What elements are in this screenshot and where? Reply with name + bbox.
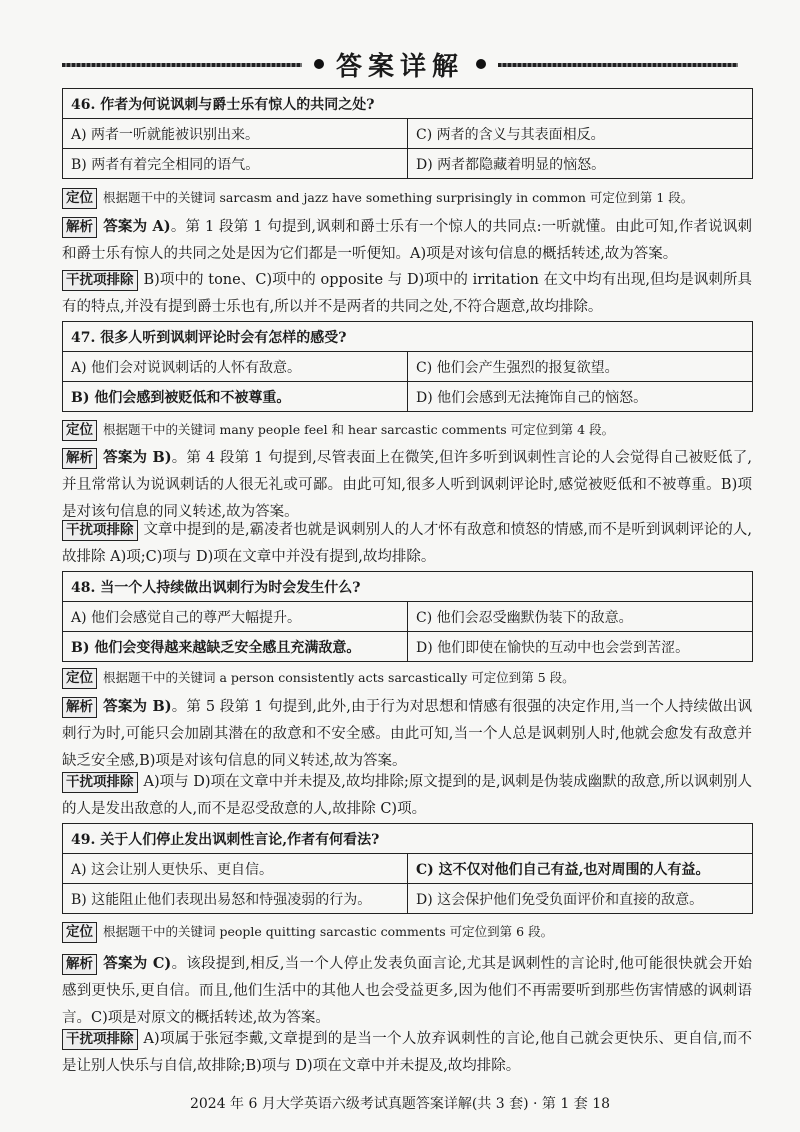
header-dot-right <box>476 59 486 69</box>
answer: 答案为 A) <box>103 218 171 235</box>
analysis-para <box>62 693 752 775</box>
option-a: A) 他们会感觉自己的尊严大幅提升。 <box>63 602 408 632</box>
distractor-tag: 干扰项排除 <box>62 1029 138 1050</box>
option-b: B) 他们会变得越来越缺乏安全感且充满敌意。 <box>63 632 408 662</box>
analysis-text: 。第 4 段第 1 句提到,尽管表面上在微笑,但许多听到讽刺性言论的人会觉得自己被贬低了,并且常常认为说讽刺话的人很无礼或可鄙。由此可知,很多人听到讽刺评论时,感觉被贬低和不被尊重。B)项是对该句信息的同义转述,故为答案。 <box>62 450 752 520</box>
option-a: A) 他们会对说讽刺话的人怀有敌意。 <box>63 352 408 382</box>
question-stem: 46. 作者为何说讽刺与爵士乐有惊人的共同之处? <box>63 89 753 119</box>
question-48-table <box>62 571 753 662</box>
locate-text: 根据题干中的关键词 a person consistently acts sarcastically 可定位到第 5 段。 <box>103 670 575 685</box>
option-d: D) 他们即使在愉快的互动中也会尝到苦涩。 <box>408 632 753 662</box>
analysis-para <box>62 213 752 268</box>
analysis-tag: 解析 <box>62 217 97 238</box>
option-d: D) 这会保护他们免受负面评价和直接的敌意。 <box>408 884 753 914</box>
header-rule-right <box>498 63 738 67</box>
locate-para <box>62 184 752 212</box>
option-c: C) 这不仅对他们自己有益,也对周围的人有益。 <box>408 854 753 884</box>
question-49-table <box>62 823 753 914</box>
distractor-tag: 干扰项排除 <box>62 520 138 541</box>
analysis-tag: 解析 <box>62 697 97 718</box>
locate-tag: 定位 <box>62 668 97 689</box>
distractor-tag: 干扰项排除 <box>62 772 138 793</box>
option-b: B) 这能阻止他们表现出易怒和恃强凌弱的行为。 <box>63 884 408 914</box>
answer: 答案为 C) <box>103 955 172 972</box>
locate-text: 根据题干中的关键词 many people feel 和 hear sarcastic comments 可定位到第 4 段。 <box>103 422 615 437</box>
question-stem: 48. 当一个人持续做出讽刺行为时会发生什么? <box>63 572 753 602</box>
locate-text: 根据题干中的关键词 people quitting sarcastic comments 可定位到第 6 段。 <box>103 924 554 939</box>
analysis-text: 。该段提到,相反,当一个人停止发表负面言论,尤其是讽刺性的言论时,他可能很快就会开始感到更快乐,更自信。而且,他们生活中的其他人也会受益更多,因为他们不再需要听到那些伤害情感的讽刺语言。C)项是对原文的概括转述,故为答案。 <box>62 956 752 1026</box>
distractor-tag: 干扰项排除 <box>62 270 138 291</box>
option-c: C) 他们会产生强烈的报复欲望。 <box>408 352 753 382</box>
page-header <box>62 44 738 84</box>
option-c: C) 他们会忍受幽默伪装下的敌意。 <box>408 602 753 632</box>
question-stem: 47. 很多人听到讽刺评论时会有怎样的感受? <box>63 322 753 352</box>
distractor-text: 文章中提到的是,霸凌者也就是讽刺别人的人才怀有敌意和愤怒的情感,而不是听到讽刺评论的人,故排除 A)项;C)项与 D)项在文章中并没有提到,故均排除。 <box>62 522 752 565</box>
locate-tag: 定位 <box>62 922 97 943</box>
option-a: A) 两者一听就能被识别出来。 <box>63 119 408 149</box>
page-footer: 2024 年 6 月大学英语六级考试真题答案详解(共 3 套) · 第 1 套 18 <box>189 1096 611 1112</box>
question-47-table <box>62 321 753 412</box>
distractor-text: A)项属于张冠李戴,文章提到的是当一个人放弃讽刺性的言论,他自己就会更快乐、更自信,而不是让别人快乐与自信,故排除;B)项与 D)项在文章中并未提及,故均排除。 <box>62 1031 752 1074</box>
distractor-text: B)项中的 tone、C)项中的 opposite 与 D)项中的 irritation 在文中均有出现,但均是讽刺所具有的特点,并没有提到爵士乐也有,所以并不是两者的共同之处,不符合题意,故均排除。 <box>62 272 752 315</box>
distractor-para <box>62 1026 752 1080</box>
analysis-para <box>62 444 752 526</box>
analysis-tag: 解析 <box>62 954 97 975</box>
locate-para <box>62 416 752 444</box>
answer: 答案为 B) <box>103 449 172 466</box>
distractor-text: A)项与 D)项在文章中并未提及,故均排除;原文提到的是,讽刺是伪装成幽默的敌意,所以讽刺别人的人是发出敌意的人,而不是忍受敌意的人,故排除 C)项。 <box>62 774 752 817</box>
locate-tag: 定位 <box>62 188 97 209</box>
distractor-para <box>62 267 752 321</box>
locate-para <box>62 918 752 946</box>
distractor-para <box>62 769 752 823</box>
distractor-para <box>62 517 752 571</box>
locate-para <box>62 664 752 692</box>
question-stem: 49. 关于人们停止发出讽刺性言论,作者有何看法? <box>63 824 753 854</box>
answer: 答案为 B) <box>103 698 172 715</box>
analysis-text: 。第 1 段第 1 句提到,讽刺和爵士乐有一个惊人的共同点:一听就懂。由此可知,作者说讽刺和爵士乐有惊人的共同之处是因为它们都是一听便知。A)项是对该句信息的概括转述,故为答案。 <box>62 219 752 262</box>
option-b: B) 两者有着完全相同的语气。 <box>63 149 408 179</box>
analysis-tag: 解析 <box>62 448 97 469</box>
locate-tag: 定位 <box>62 420 97 441</box>
locate-text: 根据题干中的关键词 sarcasm and jazz have something surprisingly in common 可定位到第 1 段。 <box>103 190 694 205</box>
option-d: D) 两者都隐藏着明显的恼怒。 <box>408 149 753 179</box>
analysis-text: 。第 5 段第 1 句提到,此外,由于行为对思想和情感有很强的决定作用,当一个人持续做出讽刺行为时,可能只会加剧其潜在的敌意和不安全感。由此可知,当一个人总是讽刺别人时,他就会愈发有敌意并缺乏安全感,B)项是对该句信息的同义转述,故为答案。 <box>62 699 752 769</box>
header-title: 答案详解 <box>335 52 464 82</box>
option-a: A) 这会让别人更快乐、更自信。 <box>63 854 408 884</box>
question-46-table <box>62 88 753 179</box>
option-b: B) 他们会感到被贬低和不被尊重。 <box>63 382 408 412</box>
analysis-para <box>62 950 752 1032</box>
option-c: C) 两者的含义与其表面相反。 <box>408 119 753 149</box>
option-d: D) 他们会感到无法掩饰自己的恼怒。 <box>408 382 753 412</box>
